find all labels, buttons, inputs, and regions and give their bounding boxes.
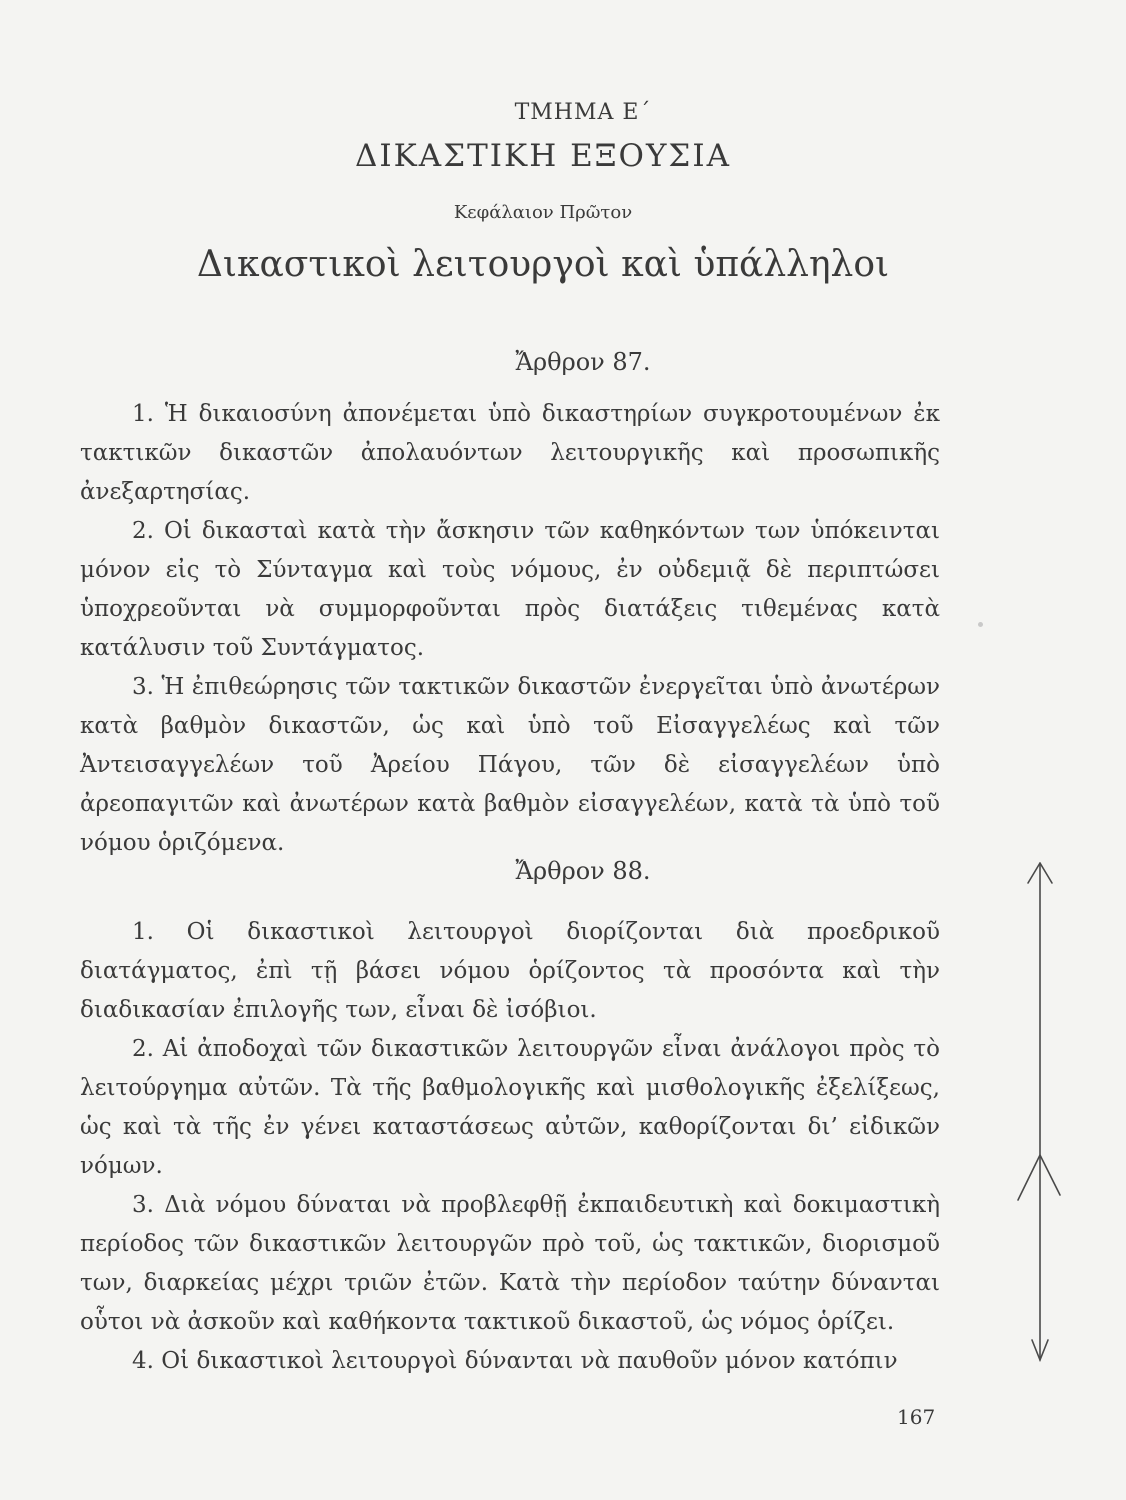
article-87-body — [80, 395, 940, 863]
page-number: 167 — [897, 1405, 936, 1429]
article-88-paragraph-2: 2. Αἱ ἀποδοχαὶ τῶν δικαστικῶν λειτουργῶν εἶναι ἀνάλογοι πρὸς τὸ λειτούργημα αὐτῶν. Τὰ τῆς βαθμολογικῆς καὶ μισθολογικῆς ἐξελίξεως, ὡς καὶ τὰ τῆς ἐν γένει καταστάσεως αὐτῶν, καθορίζονται δι’ εἰδικῶν νόμων. — [80, 1036, 940, 1179]
scan-speck — [978, 622, 983, 627]
article-88-paragraph-3: 3. Διὰ νόμου δύναται νὰ προβλεφθῇ ἐκπαιδευτικὴ καὶ δοκιμαστικὴ περίοδος τῶν δικαστικῶν λειτουργῶν πρὸ τοῦ, ὡς τακτικῶν, διορισμοῦ των, διαρκείας μέχρι τριῶν ἐτῶν. Κατὰ τὴν περίοδον ταύτην δύνανται οὗτοι νὰ ἀσκοῦν καὶ καθήκοντα τακτικοῦ δικαστοῦ, ὡς νόμος ὁρίζει. — [80, 1192, 940, 1335]
article-88-paragraph-1: 1. Οἱ δικαστικοὶ λειτουργοὶ διορίζονται διὰ προεδρικοῦ διατάγματος, ἐπὶ τῇ βάσει νόμου ὁρίζοντος τὰ προσόντα καὶ τὴν διαδικασίαν ἐπιλογῆς των, εἶναι δὲ ἰσόβιοι. — [80, 919, 940, 1023]
chapter-title: Δικαστικοὶ λειτουργοὶ καὶ ὑπάλληλοι — [196, 244, 890, 285]
article-87-heading: Ἄρθρον 87. — [515, 348, 651, 376]
section-label: ΤΜΗΜΑ Ε΄ — [514, 100, 652, 125]
article-88-paragraph-4: 4. Οἱ δικαστικοὶ λειτουργοὶ δύνανται νὰ παυθοῦν μόνον κατόπιν — [132, 1348, 898, 1374]
article-87-paragraph-2: 2. Οἱ δικασταὶ κατὰ τὴν ἄσκησιν τῶν καθηκόντων των ὑπόκεινται μόνον εἰς τὸ Σύνταγμα καὶ τοὺς νόμους, ἐν οὐδεμιᾷ δὲ περιπτώσει ὑποχρεοῦνται νὰ συμμορφοῦνται πρὸς διατάξεις τιθεμένας κατὰ κατάλυσιν τοῦ Συντάγματος. — [80, 518, 940, 661]
section-title: ΔΙΚΑΣΤΙΚΗ ΕΞΟΥΣΙΑ — [355, 138, 731, 174]
article-88-heading: Ἄρθρον 88. — [515, 857, 651, 885]
article-87-paragraph-1: 1. Ἡ δικαιοσύνη ἀπονέμεται ὑπὸ δικαστηρίων συγκροτουμένων ἐκ τακτικῶν δικαστῶν ἀπολαυόντων λειτουργικῆς καὶ προσωπικῆς ἀνεξαρτησίας. — [80, 401, 940, 505]
margin-arrow-mark — [1012, 855, 1072, 1365]
article-87-paragraph-3: 3. Ἡ ἐπιθεώρησις τῶν τακτικῶν δικαστῶν ἐνεργεῖται ὑπὸ ἀνωτέρων κατὰ βαθμὸν δικαστῶν, ὡς καὶ ὑπὸ τοῦ Εἰσαγγελέως καὶ τῶν Ἀντεισαγγελέων τοῦ Ἀρείου Πάγου, τῶν δὲ εἰσαγγελέων ὑπὸ ἀρεοπαγιτῶν καὶ ἀνωτέρων κατὰ βαθμὸν εἰσαγγελέων, κατὰ τὰ ὑπὸ τοῦ νόμου ὁριζόμενα. — [80, 674, 940, 856]
chapter-label: Κεφάλαιον Πρῶτον — [453, 202, 633, 223]
article-88-body — [80, 913, 940, 1381]
